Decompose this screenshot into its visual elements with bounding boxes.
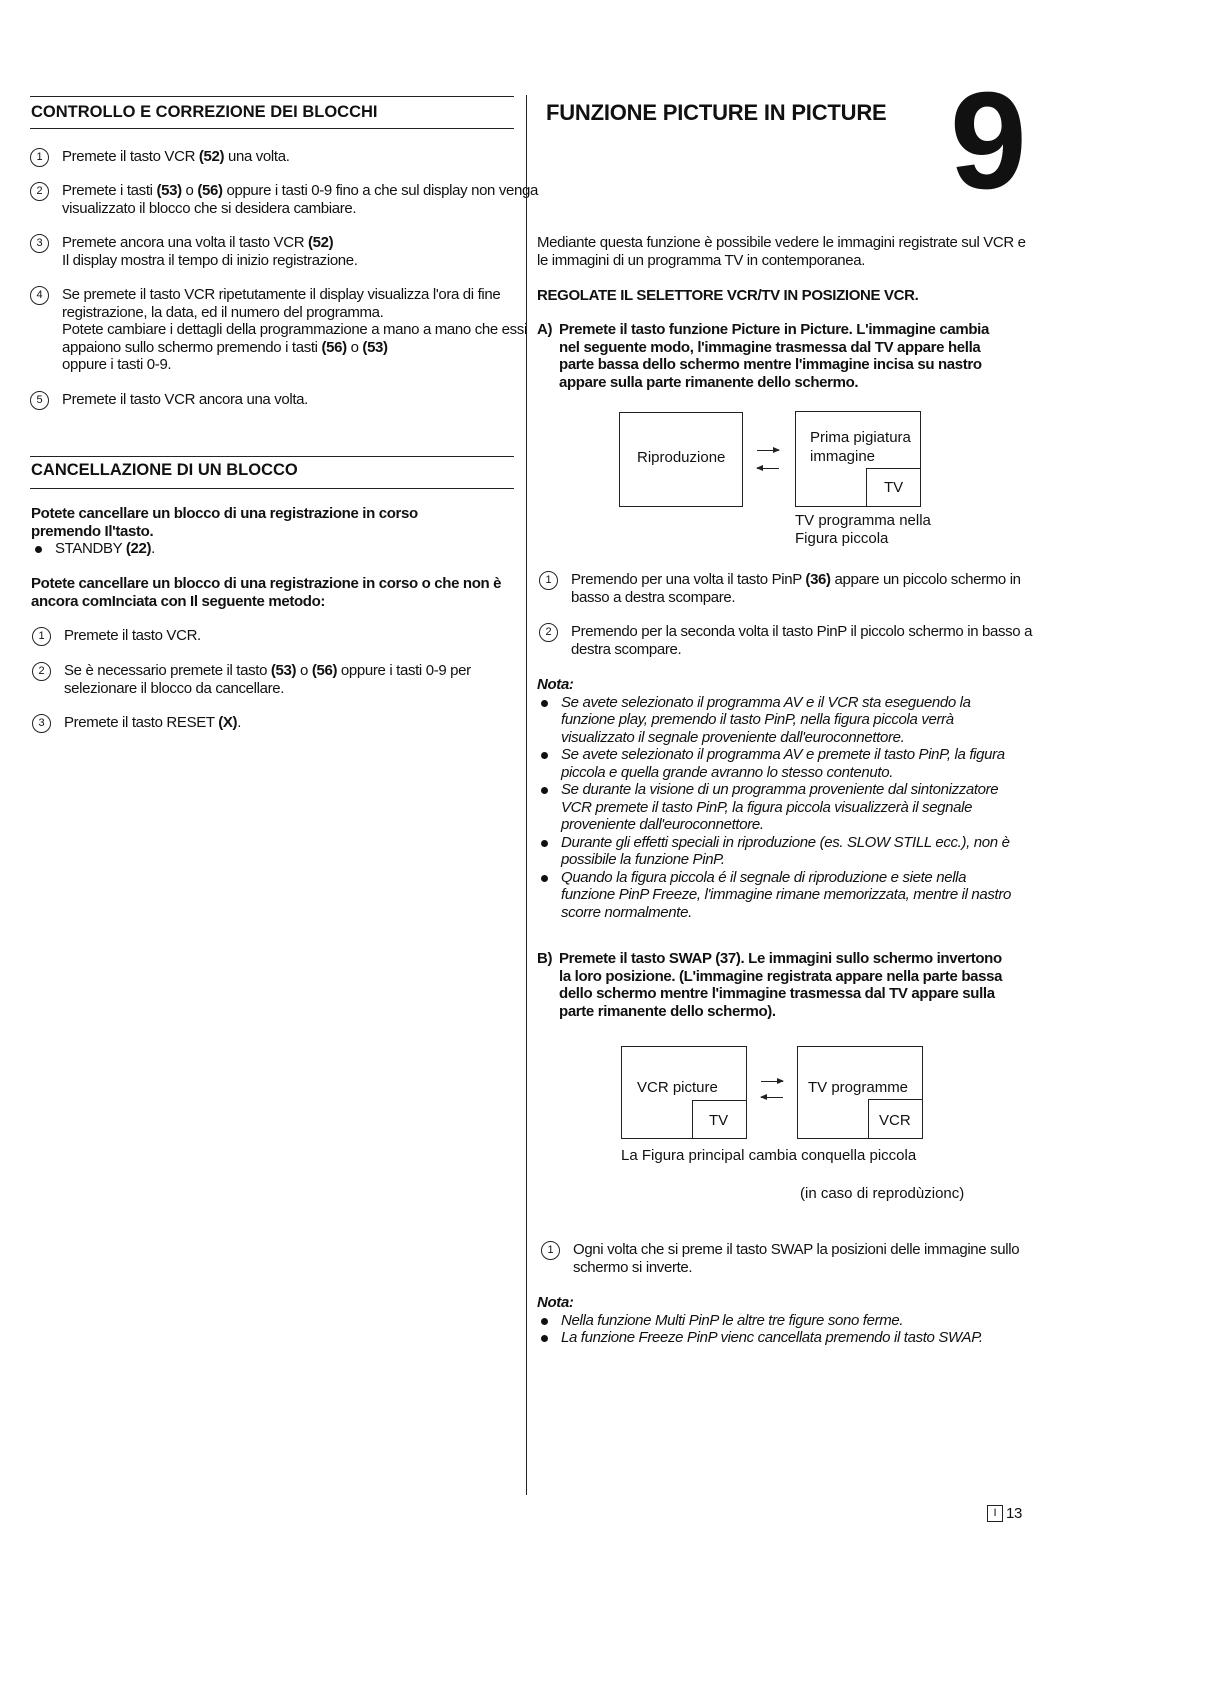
screen-label: immagine [810, 448, 876, 465]
step-text: Premete il tasto VCR. [64, 627, 201, 644]
note-block [537, 1294, 1027, 1347]
step-text: appare un piccolo schermo in basso a destra scompare. [571, 571, 1021, 606]
arrow-right-icon [761, 1081, 783, 1082]
key-ref: (56) [197, 182, 223, 199]
divider [30, 456, 514, 457]
step-text: o [296, 662, 312, 679]
intro-para: Mediante questa funzione è possibile vedere le immagini registrate sul VCR e le immagini di un programma TV in contemporanea. [537, 234, 1026, 269]
diagram-caption: La Figura principal cambia conquella piccola [621, 1147, 917, 1164]
step-text: Premete il tasto VCR [62, 148, 199, 165]
step-text: oppure i tasti 0-9. [62, 356, 172, 373]
arrow-left-icon [757, 468, 779, 469]
screen-label: Riproduzione [637, 449, 726, 466]
circled-number-icon: 1 [32, 627, 51, 646]
step-label: B) [537, 950, 553, 967]
step-item [32, 627, 544, 645]
instruction-para: Potete cancellare un blocco di una registrazione in corso o che non è ancora comInciata con Il seguente metodo: [31, 575, 502, 610]
note-label: Nota: [537, 676, 574, 693]
circled-number-icon: 5 [30, 391, 49, 410]
step-text: Il display mostra il tempo di inizio registrazione. [62, 251, 358, 269]
screen-label: Prima pigiatura [810, 429, 911, 446]
note-bullet: La funzione Freeze PinP vienc cancellata premendo il tasto SWAP. [537, 1329, 1027, 1347]
para-text: Potete cancellare un blocco di una registrazione in corso premendo Il'tasto. [31, 505, 418, 540]
step-text: o [346, 338, 363, 356]
screen-label: VCR picture [637, 1079, 718, 1096]
step-text: Premendo per la seconda volta il tasto PinP il piccolo schermo in basso a destra scompare. [571, 623, 1033, 658]
bullet-text: . [151, 540, 155, 557]
bullet-text: STANDBY [55, 540, 126, 557]
page-number: 13 [1006, 1505, 1022, 1522]
page-title: FUNZIONE PICTURE IN PICTURE [546, 100, 887, 125]
diagram-caption: TV programma nella [795, 512, 931, 529]
note-bullet: Quando la figura piccola é il segnale di riproduzione e siete nella funzione PinP Freeze, l'immagine rimane memorizzata, mentre il nastro scorre normalmente. [537, 869, 1017, 922]
section-heading: CONTROLLO E CORREZIONE DEI BLOCCHI [31, 103, 378, 121]
step-item [539, 571, 1051, 606]
step-a [537, 321, 1009, 391]
language-icon: I [987, 1505, 1003, 1522]
step-label: A) [537, 321, 553, 338]
circled-number-icon: 1 [539, 571, 558, 590]
step-item [32, 714, 544, 732]
step-item [30, 286, 540, 374]
key-ref: (52) [308, 234, 334, 251]
note-bullet: Durante gli effetti speciali in riproduzione (es. SLOW STILL ecc.), non è possibile la funzione PinP. [537, 834, 1017, 869]
instruction-para [31, 505, 491, 558]
step-item [541, 1241, 1063, 1276]
step-item [30, 182, 540, 217]
step-text: Se è necessario premete il tasto [64, 662, 271, 679]
step-text: oppure i tasti 0-9 fino a che sul display non venga visualizzato il blocco che si desidera cambiare. [62, 182, 538, 217]
step-text: Premete il tasto funzione Picture in Picture. L'immagine cambia nel seguente modo, l'immagine trasmessa dal TV appare hella parte bassa dello schermo mentre l'immagine incisa su nastro appare sulla parte rimanente dello schermo. [559, 321, 989, 391]
step-b [537, 950, 1014, 1020]
circled-number-icon: 1 [30, 148, 49, 167]
note-bullet: Nella funzione Multi PinP le altre tre figure sono ferme. [537, 1312, 1027, 1330]
circled-number-icon: 2 [32, 662, 51, 681]
inset-label: TV [884, 479, 904, 496]
circled-number-icon: 3 [30, 234, 49, 253]
circled-number-icon: 4 [30, 286, 49, 305]
step-item [30, 391, 540, 409]
step-text: Premendo per una volta il tasto PinP [571, 571, 806, 588]
key-ref: (53) [270, 662, 297, 679]
key-ref: (36) [805, 571, 831, 588]
step-text: Premete i tasti [62, 182, 157, 199]
step-text: o [181, 182, 198, 199]
step-text: Potete cambiare i dettagli della programmazione a mano a mano che essi appaiono sullo schermo premendo i tasti [62, 321, 527, 356]
note-bullet: Se avete selezionato il programma AV e il VCR sta eseguendo la funzione play, premendo il tasto PinP, nella figura piccola verrà visualizzato il segnale proveniente dall'euroconnettore. [537, 694, 1017, 747]
step-text: Ogni volta che si preme il tasto SWAP la posizioni delle immagine sullo schermo si inverte. [573, 1241, 1020, 1276]
divider [30, 128, 514, 129]
note-bullet: Se durante la visione di un programma proveniente dal sintonizzatore VCR premete il tasto PinP, la figura piccola visualizzerà il segnale proveniente dall'euroconnettore. [537, 781, 1017, 834]
step-text: Premete il tasto SWAP (37). Le immagini sullo schermo invertono la loro posizione. (L'immagine registrata appare nella parte bassa dello schermo mentre l'immagine trasmessa dal TV appare sulla parte rimanente dello schermo). [559, 950, 1003, 1020]
arrow-left-icon [761, 1097, 783, 1098]
circled-number-icon: 1 [541, 1241, 560, 1260]
step-item [539, 623, 1051, 658]
key-ref: (22) [125, 540, 152, 557]
circled-number-icon: 3 [32, 714, 51, 733]
screen-label: TV programme [808, 1079, 909, 1096]
divider [30, 96, 514, 97]
step-text: oppure i tasti 0-9 per selezionare il blocco da cancellare. [64, 662, 471, 697]
step-text: Premete ancora una volta il tasto VCR [62, 234, 308, 251]
note-bullet: Se avete selezionato il programma AV e premete il tasto PinP, la figura piccola e quella grande avranno lo stesso contenuto. [537, 746, 1017, 781]
note-block [537, 676, 1017, 921]
key-ref: (53) [362, 338, 388, 356]
key-ref: (52) [198, 148, 225, 165]
step-text: una volta. [224, 148, 290, 165]
step-text: Premete il tasto VCR ancora una volta. [62, 391, 308, 408]
diagram-note: (in caso di reprodùzionc) [800, 1185, 965, 1202]
step-item [30, 148, 540, 166]
step-text: Premete il tasto RESET [64, 714, 219, 731]
inset-label: TV [709, 1112, 729, 1129]
bullet-item [31, 540, 491, 558]
divider [30, 488, 514, 489]
section-heading: CANCELLAZIONE DI UN BLOCCO [31, 461, 298, 479]
column-divider [526, 95, 527, 1495]
circled-number-icon: 2 [539, 623, 558, 642]
diagram-caption: Figura piccola [795, 530, 889, 547]
step-item [32, 662, 544, 697]
key-ref: (X) [218, 714, 238, 731]
chapter-number: 9 [950, 64, 1027, 218]
step-text: . [237, 714, 242, 731]
arrow-right-icon [757, 450, 779, 451]
step-item [30, 234, 540, 269]
key-ref: (56) [321, 338, 347, 356]
selector-instruction: REGOLATE IL SELETTORE VCR/TV IN POSIZIONE VCR. [537, 287, 919, 304]
inset-label: VCR [879, 1112, 911, 1129]
key-ref: (56) [311, 662, 338, 679]
key-ref: (53) [156, 182, 182, 199]
circled-number-icon: 2 [30, 182, 49, 201]
step-text: Se premete il tasto VCR ripetutamente il display visualizza l'ora di fine registrazione, la data, ed il numero del programma. [62, 286, 501, 321]
note-label: Nota: [537, 1294, 574, 1311]
